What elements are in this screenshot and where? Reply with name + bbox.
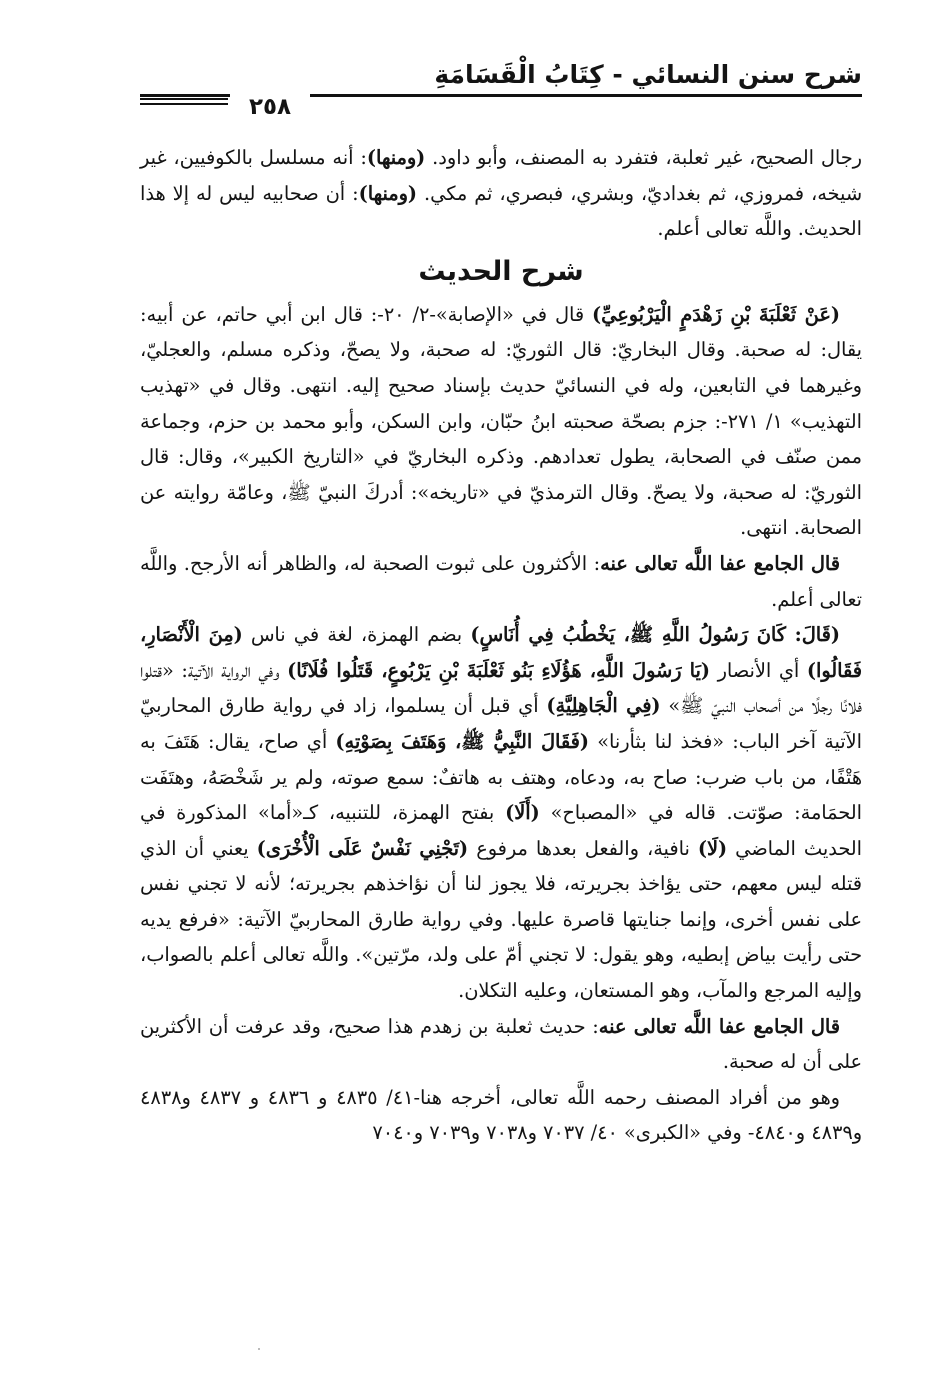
bold-run: (يَا رَسُولَ اللَّهِ، هَؤُلَاءِ بَنُو ثَعْلَبَةَ بْنِ يَرْبُوعٍ، قَتَلُوا فُلَانًا) xyxy=(287,658,711,682)
bold-run: (فِي الْجَاهِلِيَّةِ) xyxy=(546,694,661,718)
bold-run: (أَلَا) xyxy=(505,801,540,825)
bold-run: (تَجْنِي نَفْسٌ عَلَى الْأُخْرَى) xyxy=(256,836,469,860)
paragraph-takhrij xyxy=(140,1080,862,1151)
text-run: نافية، والفعل بعدها مرفوع xyxy=(468,836,698,860)
text-run: : أن صحابيه ليس له إلا هذا الحديث. واللَّه تعالى أعلم. xyxy=(140,181,862,241)
bold-run: قال الجامع عفا اللَّه تعالى عنه xyxy=(598,1014,841,1038)
text-run: قال في «الإصابة»-٢/ ٢٠-: قال ابن أبي حاتم، عن أبيه: يقال: له صحبة. وقال البخاريّ: قال الثوريّ: له صحبة، ولا يصحّ، وذكره مسلم، والعجليّ، وغيرهما في التابعين، وله في النسائيّ حديث بإسناد صحيح إليه. انتهى. وقال في «تهذيب التهذيب» ١/ ٢٧١-: جزم بصحّة صحبته ابنُ حبّان، وابن السكن، وأبو محمد بن حزم، وجماعة ممن صنّف في الصحابة، يطول تعدادهم. وذكره البخاريّ في «التاريخ الكبير»، وقال: قال الثوريّ: له صحبة، ولا يصحّ. وقال الترمذيّ في «تاريخه»: أدركَ النبيّ ﷺ، وعامّة روايته عن الصحابة. انتهى. xyxy=(140,302,862,540)
paragraph-narrators xyxy=(140,140,862,247)
text-run: بضم الهمزة، لغة في ناس xyxy=(242,623,471,647)
text-run: وفي الرواية الآتية: «قتلوا فلانًا رجلًا من أصحاب النبيّ ﷺ» xyxy=(140,658,862,718)
paragraph-jami-2 xyxy=(140,1009,862,1080)
text-run: وهو من أفراد المصنف رحمه اللَّه تعالى، أخرجه هنا-٤١/ ٤٨٣٥ و ٤٨٣٦ و ٤٨٣٧ و٤٨٣٨ و٤٨٣٩ و٤٨٤٠- وفي «الكبرى» ٤٠/ ٧٠٣٧ و٧٠٣٨ و٧٠٣٩ و٧٠٤٠ xyxy=(140,1085,862,1145)
page-number-rules xyxy=(140,98,228,112)
text-run: بفتح الهمزة، للتنبيه، كـ«أما» المذكورة في الحديث الماضي xyxy=(140,801,863,860)
bold-run: (ومنها) xyxy=(358,181,418,205)
text-run: أي الأنصار xyxy=(710,658,807,682)
section-title: شرح الحديث xyxy=(418,255,584,287)
scan-speck xyxy=(258,1348,260,1350)
text-run: أي صاح، يقال: هَتَفَ به هَتْفًا، من باب ضرب: صاح به، ودعاه، وهتف به هاتفٌ: سمع صوته، ولم ير شَخْصَهُ، وهتَفَت الحمَامة: صوّتت. قاله في «المصباح» xyxy=(140,729,862,825)
running-title: شرح سنن النسائي - كِتَابُ الْقَسَامَةِ xyxy=(434,60,862,89)
bold-run: قال الجامع عفا اللَّه تعالى عنه xyxy=(600,551,840,575)
body-text xyxy=(140,140,862,1151)
bold-run: (قَالَ: كَانَ رَسُولُ اللَّهِ ﷺ، يَخْطُبُ فِي أُنَاسٍ) xyxy=(470,623,840,647)
bold-run: (عَنْ ثَعْلَبَةَ بْنِ زَهْدَمٍ الْيَرْبُوعِيِّ) xyxy=(592,302,840,326)
bold-run: (فَقَالَ النَّبِيُّ ﷺ، وَهَتَفَ بِصَوْتِهِ) xyxy=(335,729,590,753)
text-run: : أنه مسلسل بالكوفيين، غير شيخه، فمروزي، ثم بغداديّ، وبشري، فبصري، ثم مكي. xyxy=(140,146,862,205)
text-run: يعني أن الذي قتله ليس معهم، حتى يؤاخذ بجريرته، فلا يجوز لنا أن نؤاخذهم بجريرته؛ لأنه لا تجني نفس على نفس أخرى، وإنما جنايتها قاصرة عليها. وفي رواية طارق المحاربيّ الآتية: «فرفع يديه حتى رأيت بياض إبطيه، وهو يقول: لا تجني أمّ على ولد، مرّتين». واللَّه تعالى أعلم بالصواب، وإليه المرجع والمآب، وهو المستعان، وعليه التكلان. xyxy=(140,836,862,1003)
text-run: رجال الصحيح، غير ثعلبة، فتفرد به المصنف، وأبو داود. xyxy=(425,146,862,169)
text-run: أي قبل أن يسلموا، زاد في رواية طارق المحاربيّ الآتية آخر الباب: «فخذ لنا بثأرنا» xyxy=(140,694,862,753)
paragraph-hadith-commentary xyxy=(140,617,862,1009)
text-run: : حديث ثعلبة بن زهدم هذا صحيح، وقد عرفت أن الأكثرين على أن له صحبة. xyxy=(140,1014,862,1074)
book-page xyxy=(140,52,862,1352)
paragraph-jami-1 xyxy=(140,546,862,617)
text-run: : الأكثرون على ثبوت الصحبة له، والظاهر أنه الأرجح. واللَّه تعالى أعلم. xyxy=(140,551,862,611)
bold-run: (مِنَ الْأَنْصَارِ، فَقَالُوا) xyxy=(140,623,863,682)
bold-run: (لَا) xyxy=(697,836,728,860)
page-number: ٢٥٨ xyxy=(230,92,310,122)
paragraph-thalaba xyxy=(140,297,862,546)
bold-run: (ومنها) xyxy=(366,146,426,169)
